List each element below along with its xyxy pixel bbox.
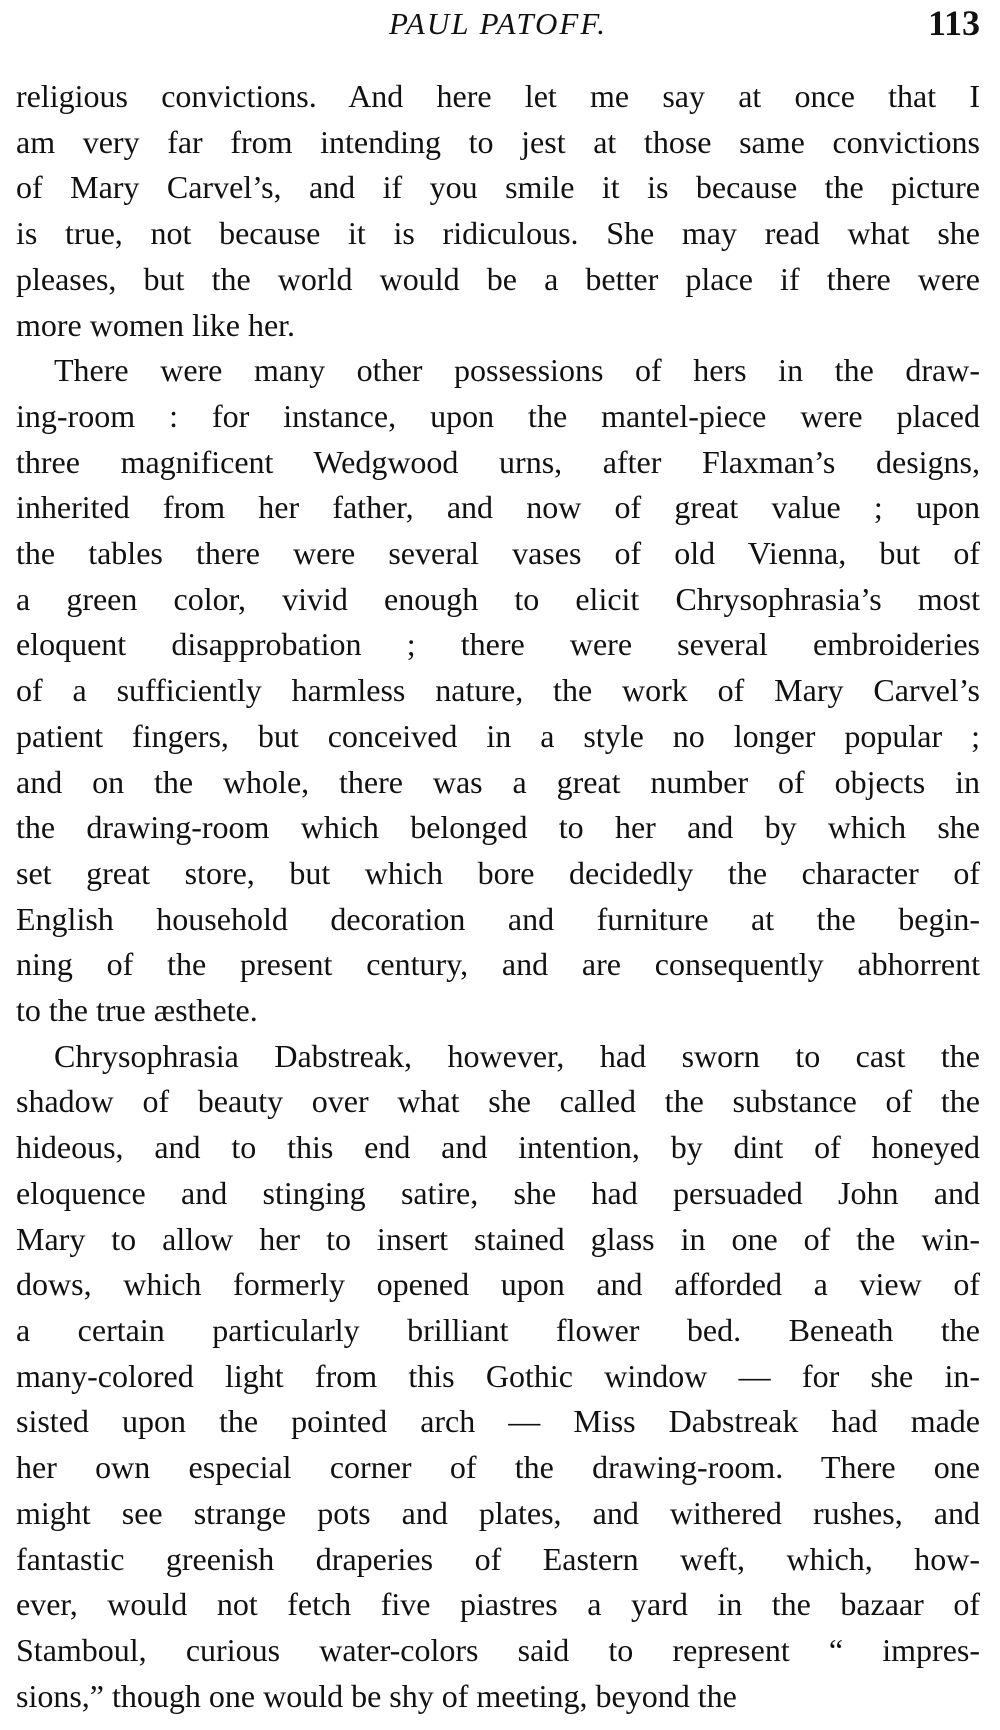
text-line: ever, would not fetch five piastres a yard in the bazaar of xyxy=(16,1586,980,1623)
text-line: Chrysophrasia Dabstreak, however, had sworn to cast the xyxy=(54,1037,980,1074)
text-line: her own especial corner of the drawing-room. There one xyxy=(16,1449,980,1486)
page-number: 113 xyxy=(927,3,980,43)
text-line: more women like her. xyxy=(16,306,296,343)
text-line: of a sufficiently harmless nature, the work of Mary Carvel’s xyxy=(16,672,980,709)
text-line: ing-room : for instance, upon the mantel-piece were placed xyxy=(16,397,980,434)
text-line: of Mary Carvel’s, and if you smile it is because the picture xyxy=(16,169,980,206)
text-line: Stamboul, curious water-colors said to represent “ impres- xyxy=(16,1631,980,1668)
text-line: the drawing-room which belonged to her and by which she xyxy=(16,809,980,846)
book-page xyxy=(16,0,980,1719)
text-line: eloquence and stinging satire, she had persuaded John and xyxy=(16,1174,980,1211)
text-line: and on the whole, there was a great number of objects in xyxy=(16,763,980,800)
text-line: am very far from intending to jest at those same convictions xyxy=(16,123,980,160)
text-line: shadow of beauty over what she called the substance of the xyxy=(16,1083,980,1120)
text-line: sions,” though one would be shy of meeting, beyond the xyxy=(16,1677,737,1714)
text-line: to the true æsthete. xyxy=(16,992,258,1029)
text-line: a certain particularly brilliant flower bed. Beneath the xyxy=(16,1311,980,1348)
text-line: the tables there were several vases of old Vienna, but of xyxy=(16,535,980,572)
body-text xyxy=(16,74,980,1719)
text-line: might see strange pots and plates, and withered rushes, and xyxy=(16,1494,980,1531)
text-line: sisted upon the pointed arch — Miss Dabstreak had made xyxy=(16,1403,980,1440)
text-line: There were many other possessions of hers in the draw- xyxy=(54,352,980,389)
paragraph xyxy=(16,348,980,1034)
text-line: pleases, but the world would be a better place if there were xyxy=(16,260,980,297)
text-line: three magnificent Wedgwood urns, after Flaxman’s designs, xyxy=(16,443,980,480)
text-line: fantastic greenish draperies of Eastern weft, which, how- xyxy=(16,1540,980,1577)
text-line: is true, not because it is ridiculous. She may read what she xyxy=(16,215,980,252)
text-line: eloquent disapprobation ; there were several embroideries xyxy=(16,626,980,663)
text-line: patient fingers, but conceived in a style no longer popular ; xyxy=(16,717,980,754)
text-line: Mary to allow her to insert stained glass in one of the win- xyxy=(16,1220,980,1257)
text-line: hideous, and to this end and intention, by dint of honeyed xyxy=(16,1129,980,1166)
text-line: religious convictions. And here let me say at once that I xyxy=(16,78,980,114)
text-line: many-colored light from this Gothic window — for she in- xyxy=(16,1357,980,1394)
paragraph xyxy=(16,74,980,348)
text-line: a green color, vivid enough to elicit Chrysophrasia’s most xyxy=(16,580,980,617)
text-line: set great store, but which bore decidedly the character of xyxy=(16,854,980,891)
text-line: ning of the present century, and are consequently abhorrent xyxy=(16,946,980,983)
text-line: dows, which formerly opened upon and afforded a view of xyxy=(16,1266,980,1303)
running-title: PAUL PATOFF. xyxy=(388,6,608,41)
paragraph xyxy=(16,1034,980,1720)
page-header xyxy=(16,0,980,52)
text-line: English household decoration and furniture at the begin- xyxy=(16,900,980,937)
text-line: inherited from her father, and now of great value ; upon xyxy=(16,489,980,526)
